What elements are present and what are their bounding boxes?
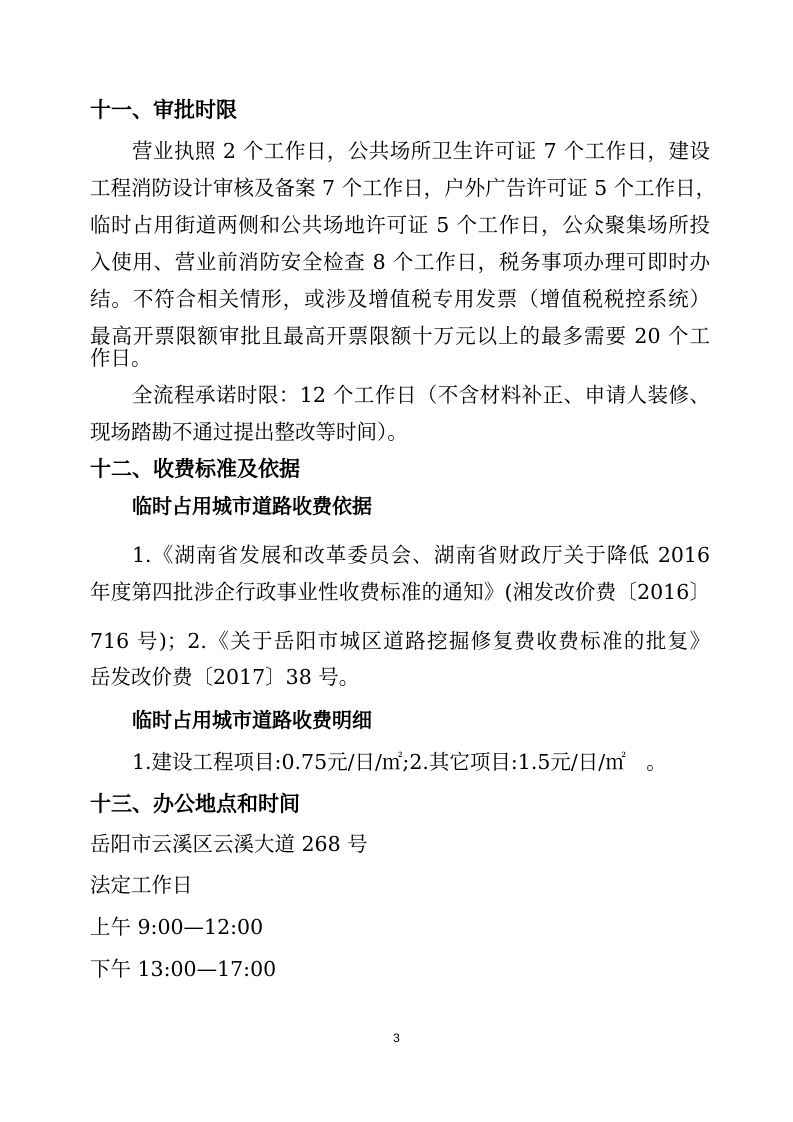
approval-paragraph-line: 结。不符合相关情形，或涉及增值税专用发票（增值税税控系统） xyxy=(90,287,710,311)
section-heading-approval-time: 十一、审批时限 xyxy=(90,98,237,122)
fee-basis-line: 岳发改价费〔2017〕38 号。 xyxy=(90,665,360,689)
approval-paragraph-line: 营业执照 2 个工作日，公共场所卫生许可证 7 个工作日，建设 xyxy=(132,139,710,163)
approval-paragraph-line: 入使用、营业前消防安全检查 8 个工作日，税务事项办理可即时办 xyxy=(90,250,710,274)
approval-paragraph-line: 作日。 xyxy=(90,346,152,370)
fee-basis-title: 临时占用城市道路收费依据 xyxy=(132,494,372,518)
commitment-paragraph-line: 现场踏勘不通过提出整改等时间）。 xyxy=(90,420,408,444)
fee-basis-line: 年度第四批涉企行政事业性收费标准的通知》(湘发改价费〔2016〕 xyxy=(90,580,710,604)
fee-detail-title: 临时占用城市道路收费明细 xyxy=(132,708,372,732)
approval-paragraph-line: 最高开票限额审批且最高开票限额十万元以上的最多需要 20 个工 xyxy=(90,324,710,348)
office-workdays: 法定工作日 xyxy=(90,873,193,897)
section-heading-office: 十三、办公地点和时间 xyxy=(90,792,300,816)
approval-paragraph-line: 工程消防设计审核及备案 7 个工作日，户外广告许可证 5 个工作日， xyxy=(90,176,717,200)
fee-detail-line: 1.建设工程项目:0.75元/日/㎡;2.其它项目:1.5元/日/㎡ 。 xyxy=(132,750,667,774)
office-address: 岳阳市云溪区云溪大道 268 号 xyxy=(90,832,368,856)
fee-basis-line: 1.《湖南省发展和改革委员会、湖南省财政厅关于降低 2016 xyxy=(132,543,710,567)
commitment-paragraph-line: 全流程承诺时限：12 个工作日（不含材料补正、申请人装修、 xyxy=(132,383,710,407)
fee-basis-line: 716 号)；2.《关于岳阳市城区道路挖掘修复费收费标准的批复》 xyxy=(90,629,710,653)
office-hours-afternoon: 下午 13:00—17:00 xyxy=(90,957,277,981)
approval-paragraph-line: 临时占用街道两侧和公共场地许可证 5 个工作日，公众聚集场所投 xyxy=(90,213,710,237)
office-hours-morning: 上午 9:00—12:00 xyxy=(90,915,264,939)
page-number: 3 xyxy=(393,1031,400,1045)
section-heading-fees: 十二、收费标准及依据 xyxy=(90,457,300,481)
